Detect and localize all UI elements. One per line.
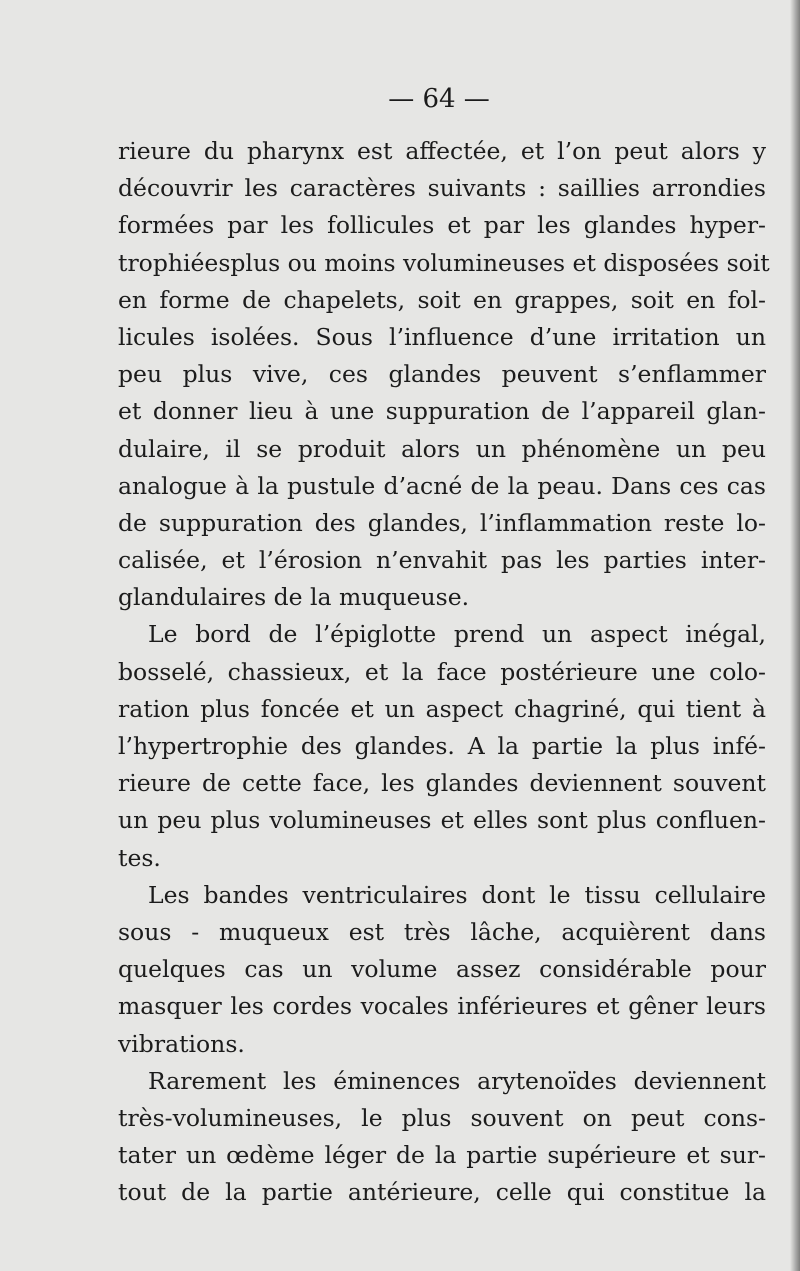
text-line: en forme de chapelets, soit en grappes, soit en fol- [118, 285, 766, 314]
text-line: analogue à la pustule d’acné de la peau. Dans ces cas [118, 471, 766, 500]
text-line: licules isolées. Sous l’influence d’une irritation un [118, 322, 766, 351]
text-line: calisée, et l’érosion n’envahit pas les parties inter- [118, 546, 766, 575]
text-line: Le bord de l’épiglotte prend un aspect inégal, [148, 620, 766, 649]
text-line: et donner lieu à une suppuration de l’appareil glan- [118, 397, 766, 426]
text-line: tater un œdème léger de la partie supérieure et sur- [118, 1141, 766, 1170]
text-line: rieure de cette face, les glandes deviennent souvent [118, 769, 766, 798]
text-line: l’hypertrophie des glandes. A la partie la plus infé- [118, 732, 766, 760]
text-line: sous - muqueux est très lâche, acquièrent dans [118, 917, 766, 946]
text-line: glandulaires de la muqueuse. [118, 583, 470, 612]
text-line: trophiéesplus ou moins volumineuses et disposées soit [118, 248, 770, 277]
text-line: masquer les cordes vocales inférieures et gêner leurs [118, 992, 766, 1021]
text-line: ration plus foncée et un aspect chagriné, qui tient à [118, 694, 766, 723]
text-line: bosselé, chassieux, et la face postérieure une colo- [118, 657, 766, 686]
page-number: — 64 — [388, 84, 490, 114]
text-line: tes. [118, 843, 161, 872]
text-line: vibrations. [118, 1029, 245, 1058]
text-line: quelques cas un volume assez considérable pour [118, 955, 766, 984]
text-line: dulaire, il se produit alors un phénomène un peu [118, 434, 766, 463]
text-line: rieure du pharynx est affectée, et l’on peut alors y [118, 137, 766, 165]
text-line: formées par les follicules et par les glandes hyper- [118, 211, 766, 240]
text-line: de suppuration des glandes, l’inflammation reste lo- [118, 508, 766, 537]
text-line: un peu plus volumineuses et elles sont plus confluen- [118, 806, 766, 835]
text-line: peu plus vive, ces glandes peuvent s’enflammer [118, 360, 766, 389]
text-line: Les bandes ventriculaires dont le tissu cellulaire [148, 880, 766, 909]
body-text [118, 133, 770, 1211]
page-edge-shadow [790, 0, 800, 1271]
text-line: découvrir les caractères suivants : saillies arrondies [118, 174, 766, 203]
text-line: très-volumineuses, le plus souvent on peut cons- [118, 1103, 766, 1132]
text-line: Rarement les éminences arytenoïdes deviennent [148, 1066, 766, 1095]
text-line: tout de la partie antérieure, celle qui constitue la [118, 1178, 766, 1207]
